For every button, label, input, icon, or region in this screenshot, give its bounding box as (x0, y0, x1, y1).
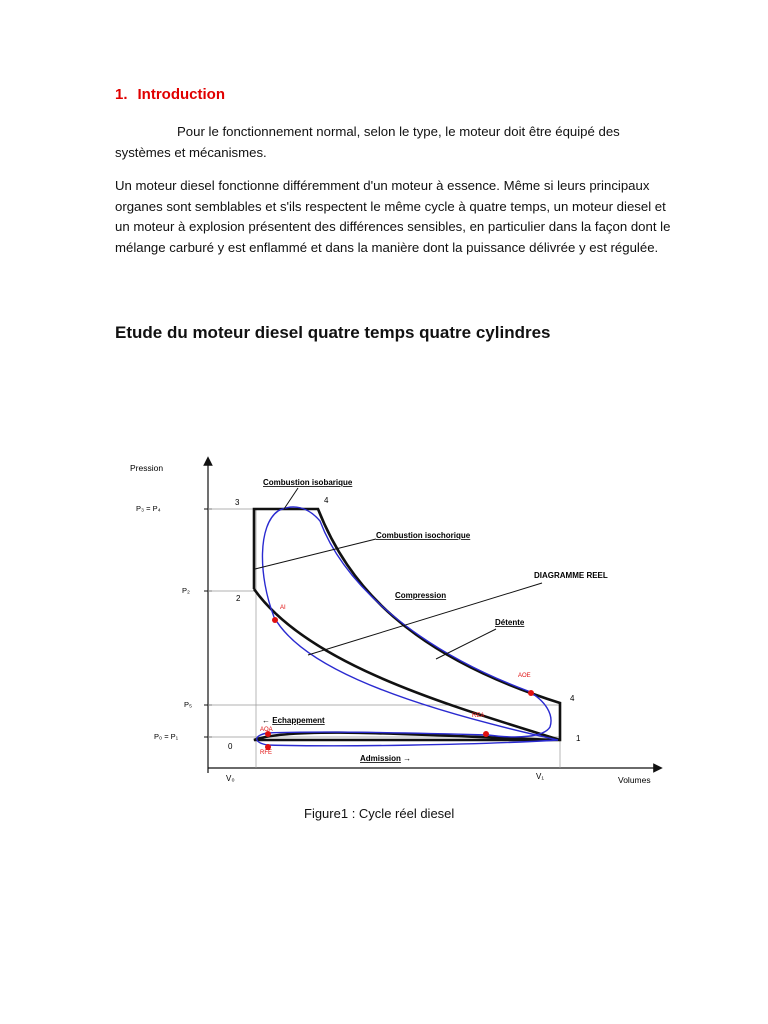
point-0: 0 (228, 742, 233, 751)
tick-v0: V₀ (226, 774, 235, 783)
leader-combustion-isochore (255, 539, 376, 569)
tick-p0-p1: P₀ = P₁ (154, 732, 179, 741)
tick-p2: P₂ (182, 586, 190, 595)
annotation-admission (360, 754, 411, 763)
point-2: 2 (236, 594, 241, 603)
point-3: 3 (235, 498, 240, 507)
x-axis-label: Volumes (618, 775, 651, 785)
arrow-left: ← (262, 716, 270, 725)
marker-aoe (528, 690, 534, 696)
label-aoa: AOA (260, 727, 273, 733)
leader-detente (436, 629, 496, 659)
annotation-compression: Compression (395, 591, 447, 600)
point-4-top: 4 (324, 496, 329, 505)
paragraph-1 (115, 122, 675, 163)
annotation-combustion-isochore: Combustion isochorique (376, 531, 471, 540)
tick-v1: V₁ (536, 772, 545, 781)
label-aoe: AOE (518, 673, 531, 679)
point-4-right: 4 (570, 694, 575, 703)
annotation-detente: Détente (495, 618, 525, 627)
label-rea: REA (472, 713, 485, 719)
diesel-cycle-diagram (118, 455, 678, 795)
paragraph-2: Un moteur diesel fonctionne différemment d'un moteur à essence. Même si leurs principaux organes sont semblables et s'ils respectent le même cycle à quatre temps, un moteur diesel et un moteur à explosion présentent des différences sensibles, en particulier dans la façon dont le mélange carburé y est enflammé et dans la manière dont la puissance délivrée y est régulée. (115, 178, 671, 255)
admission-label: Admission (360, 754, 401, 763)
introduction-heading (115, 86, 225, 103)
heading-title: Introduction (137, 86, 225, 103)
marker-rea (483, 731, 489, 737)
arrow-right: → (403, 754, 412, 763)
section-title: Etude du moteur diesel quatre temps quatre cylindres (115, 323, 551, 342)
tick-p3-p4: P₃ = P₄ (136, 504, 161, 513)
tick-p5: P₅ (184, 700, 193, 709)
echappement-label: Echappement (272, 716, 325, 725)
marker-ai (272, 617, 278, 623)
annotation-combustion-isobare: Combustion isobarique (263, 478, 353, 487)
leader-combustion-isobare (284, 488, 298, 509)
figure-caption: Figure1 : Cycle réel diesel (304, 806, 455, 821)
point-1: 1 (576, 734, 581, 743)
label-ai: AI (280, 605, 286, 611)
annotation-diagramme-reel: DIAGRAMME REEL (534, 571, 608, 580)
heading-number: 1. (115, 86, 128, 103)
y-axis-label: Pression (130, 463, 164, 473)
paragraph-1-text: Pour le fonctionnement normal, selon le type, le moteur doit être équipé des systèmes et mécanismes. (115, 124, 620, 160)
annotation-echappement (262, 716, 325, 725)
label-rfe: RFE (260, 750, 272, 756)
